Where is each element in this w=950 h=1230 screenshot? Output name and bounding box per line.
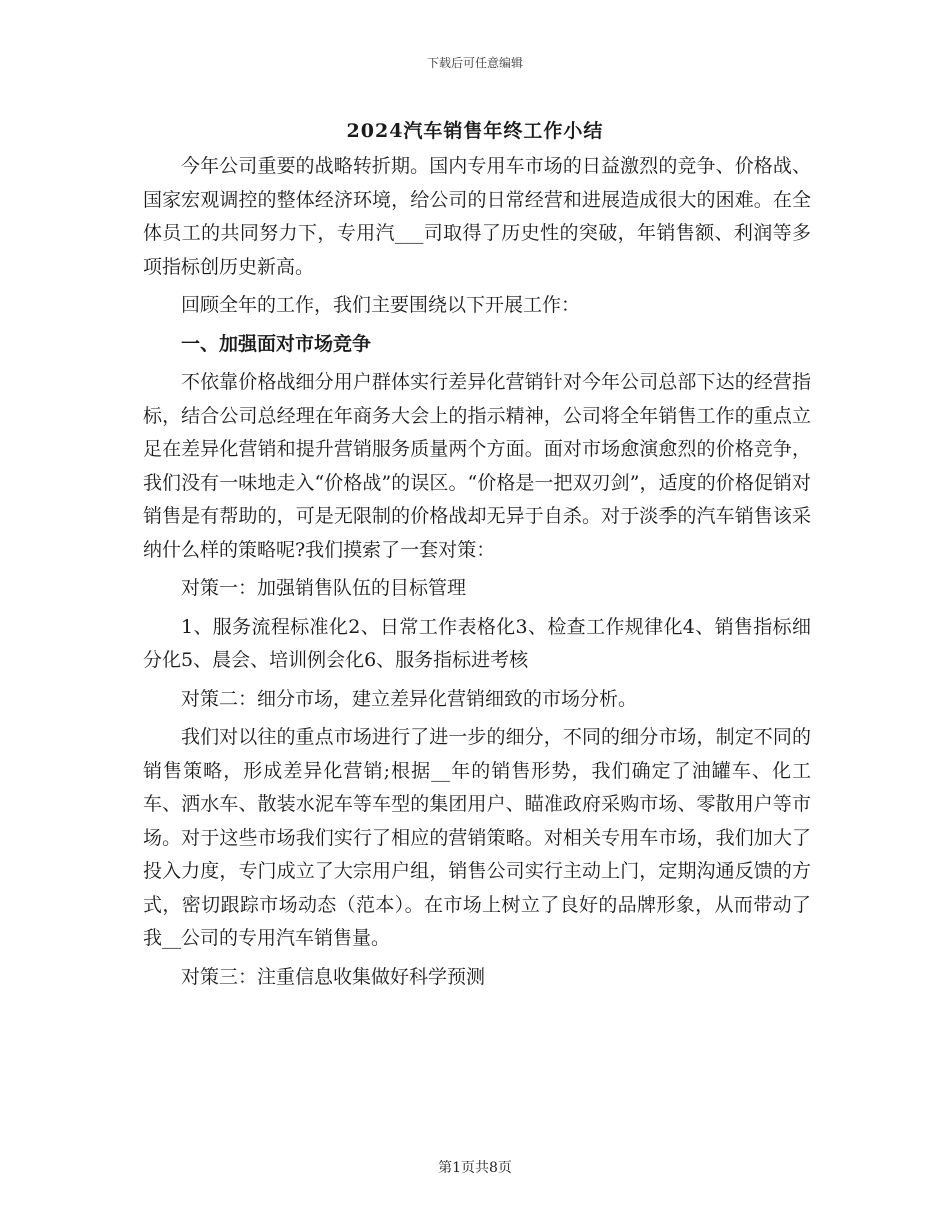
document-title: 2024汽车销售年终工作小结 bbox=[346, 120, 604, 142]
paragraph-strategy: 不依靠价格战细分用户群体实行差异化营销针对今年公司总部下达的经营指标，结合公司总经理在年商务大会上的指示精神，公司将全年销售工作的重点立足在差异化营销和提升营销服务质量两个方面。面对市场愈演愈烈的价格竞争，我们没有一味地走入“价格战”的误区。“价格是一把双刃剑”，适度的价格促销对销售是有帮助的，可是无限制的价格战却无异于自杀。对于淡季的汽车销售该采纳什么样的策略呢?我们摸索了一套对策： bbox=[143, 371, 811, 561]
countermeasure-two-heading: 对策二：细分市场，建立差异化营销细致的市场分析。 bbox=[181, 687, 638, 710]
countermeasure-one-heading: 对策一：加强销售队伍的目标管理 bbox=[181, 577, 467, 599]
paragraph-market-segmentation: 我们对以往的重点市场进行了进一步的细分，不同的细分市场，制定不同的销售策略，形成差异化营销;根据__年的销售形势，我们确定了油罐车、化工车、洒水车、散装水泥车等车型的集团用户、瞄准政府采购市场、零散用户等市场。对于这些市场我们实行了相应的营销策略。对相关专用车市场，我们加大了投入力度，专门成立了大宗用户组，销售公司实行主动上门，定期沟通反馈的方式，密切跟踪市场动态（范本）。在市场上树立了良好的品牌形象，从而带动了我__公司的专用汽车销售量。 bbox=[143, 726, 811, 949]
header-note: 下载后可任意编辑 bbox=[426, 56, 523, 70]
countermeasure-three-heading: 对策三：注重信息收集做好科学预测 bbox=[181, 965, 486, 988]
countermeasure-one-list: 1、服务流程标准化2、日常工作表格化3、检查工作规律化4、销售指标细分化5、晨会、培训例会化6、服务指标进考核 bbox=[143, 615, 811, 671]
paragraph-intro: 今年公司重要的战略转折期。国内专用车市场的日益激烈的竞争、价格战、国家宏观调控的整体经济环境，给公司的日常经营和进展造成很大的困难。在全体员工的共同努力下，专用汽___司取得了历史性的突破，年销售额、利润等多项指标创历史新高。 bbox=[143, 155, 811, 278]
page-number: 第1页共8页 bbox=[438, 1160, 512, 1176]
section-heading: 一、加强面对市场竞争 bbox=[181, 332, 372, 355]
paragraph-review: 回顾全年的工作，我们主要围绕以下开展工作： bbox=[181, 294, 581, 316]
document-body bbox=[143, 150, 811, 999]
